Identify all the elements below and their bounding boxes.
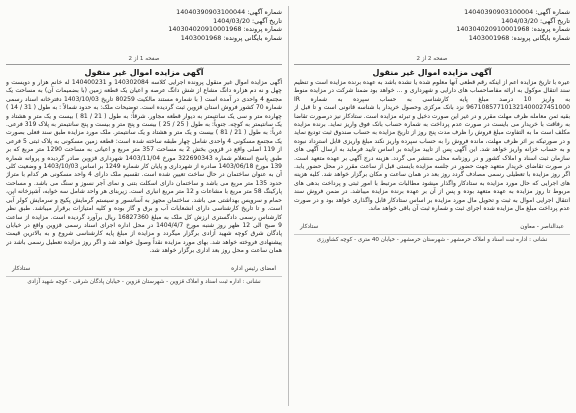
notice-id: شماره آگهی: 14040390903100044: [176, 8, 282, 16]
notice-page-1: [6, 8, 282, 406]
case-number: شماره پرونده: 140304020910001968: [168, 25, 282, 34]
notice-date: تاریخ آگهی: 1404/03/20: [501, 16, 570, 25]
notice-date: تاریخ آگهی: 1404/03/20: [213, 16, 282, 25]
page-number: صفحه 2 از 2: [416, 56, 448, 62]
notice-title: آگهی مزایده اموال غیر منقول: [372, 68, 492, 77]
office-address: نشانی : اداره ثبت اسناد و املاک قزوین - شهرستان قزوین - خیابان پادگان شرقی - کوچه شهید آزادی: [6, 276, 282, 285]
notice-title: آگهی مزایده اموال غیر منقول: [84, 68, 204, 77]
notice-body: [294, 79, 570, 214]
page-number: صفحه 1 از 2: [128, 56, 160, 62]
notice-id: شماره آگهی: 14040390903100004: [464, 8, 570, 16]
signature-row: [294, 224, 570, 230]
case-number: شماره پرونده: 140304020910001968: [456, 25, 570, 34]
notice-text: آگهی مزایده اموال غیر منقول پرونده اجرایی کلاسه 140302084 و 140400231 له خانم هزار و دویست و چهل و نه دم هزاره دانگ مشاع از شش دانگ عرصه و اعیان یک قطعه زمین (با بضمیمات آن) به مساحت یک مجتمع 4 واحدی در آمده است ( با شماره مستند مالکیت 80259 تاریخ 1403/10/03 دفترخانه اسناد رسمی شماره 70 کشور فروش استان قزوین ثبت گردیده است. توضیحات ملک: به حدود شمالاً : به طول ( 31 / 14 ) چهارده متر و سی یک سانتیمتر به دیوار قطعه مجاور. شرقاً: به طول ( 21 / 81 ) بیست و یک متر و هشتاد و یک سانتیمتر به کوچه. جنوباً: به طول ( 25 / 25 ) بیست و پنج متر و بیست و پنج سانتیمتر به پلاک 319 فرعی. غرباً: به طول ( 21 / 81 ) بیست و یک متر و هشتاد و یک سانتیمتر. ملک مورد مزایده طبق سند فعلی بصورت یک مجتمع مسکونی 4 واحدی شامل چهار طبقه ساخته شده است: قطعه زمین مسکونی به پلاک ثبتی 5 فرعی از 119 اصلی واقع در قزوین بخش 2 به مساحت 357 متر مربع و اعیانی به مساحت 1290 متر مربع که بر طبق پاسخ استعلام شماره 322690343 مورخ 1403/11/04 شهرداری قزوین صادر گردیده و پروانه شماره 139 مورخ 1403/06/18 صادره از شهرداری و پایان کار شماره 1249 بر اساس 1403/10/03 و وضعیت کلی آن به عنوان ساختمان در حال ساخت تعیین شده است. تقسیم ملک دارای 4 واحد مسکونی هر کدام با متراژ حدود 135 متر مربع می باشد و ساختمان دارای اسکلت بتنی و نمای آجر نسوز و سنگ می باشد. و مساحت پارکینگ 58 متر مربع با مشاعات و 12 متر مربع انباری است. زیربنای هر واحد شامل سه خوابه، آشپزخانه اپن، حمام و سرویس بهداشتی می باشد. ساختمان مجهز به آسانسور و سیستم گرمایش پکیج و سرمایش کولر آبی است. و تا تاریخ کارشناسی دارای انشعابات آب و برق و گاز بوده و کلیه امتیازات برقرار میباشد. طبق نظر کارشناس رسمی دادگستری ارزش کل ملک به مبلغ 16827360 ریال برآورد گردیده است. مزایده از ساعت 9 صبح الی 12 ظهر روز شنبه مورخ 1404/4/7 در محل اداره اجرای اسناد رسمی قزوین واقع در خیابان پادگان شرق کوچه شهید آزادی برگزار میگردد و مزایده از مبلغ پایه کارشناسی شروع و به بالاترین قیمت پیشنهادی فروخته خواهد شد. بهای مورد مزایده نقداً وصول خواهد شد و اگر روز مزایده تعطیل رسمی باشد در همان ساعت و محل روز بعد اداری برگزار خواهد شد.: [6, 79, 282, 255]
signature-right: عبدالناصر - معاون: [520, 223, 564, 230]
notice-text: عیره با تاریخ مزایده اعم از اینکه رقم قطعی آنها معلوم شده یا نشده باشد به عهده برنده مزایده است و تنظیم سند انتقال موکول به ارائه مفاصاحساب های دارایی و شهرداری و ... خواهد بود ضمنا شرکت در مزایده منوط به واریز 10 درصد مبلغ پایه کارشناسی به حساب سپرده به شماره IR 967108577101321400027451000 نزد بانک مرکزی وحصول خریدار با شناسه قانونی است و تا قبل از بقیه ثمن معامله ظرف مهلت مقرر و در غیر این صورت دخیل و تبرئه مزایده است. ستادکار نیز درصورت تقاضا به رفاقت با خریدار می بایست در صورت عدم پرداخت به شماره حساب بانک فوق واریز نماید. برنده مزایده مکلف است ما به التفاوت مبلغ فروش را ظرف مدت پنج روز از تاریخ مزایده به حساب صندوق ثبت تودیع نماید و در صورتیکه بر اثر ظرف مهلت، مانده فروش را به حساب سپرده واریز نکند مبلغ واریزی قابل استرداد نبوده و به حساب خزانه واریز خواهد شد. این آگهی پس از تایید مزایده بر اساس تایید فرماید به ارسال آگهی های سازمان ثبت اسناد و املاک کشور و در روزنامه محلی منتشر می گردد. هزینه درج آگهی بر عهده متعهد است. در صورت تقاضای خریدار متعهد جهت حضور در جلسه مزایده بایستی قبل از ساعت مقرر در محل حضور یابد. اگر روز مزایده با تعطیلی رسمی مصادف گردد روز بعد در همان ساعت و مکان برگزار خواهد شد. کلیه هزینه های اجرایی که حال مورد مزایده به ستادکار واگذار میشود مطالبات مرتبط با امور ثبتی و پرداخت بدهی های مربوط تا روز مزایده به عهده متعهد بوده و پس از آن بر عهده برنده مزایده میباشد. در ضمن فروش سند انتقال اجرایی اموال به ثبت و تحویل مال مورد مزایده بر اساس ستادکار قابل واگذاری خواهد بود و در صورت عدم پرداخت مبلغ مال مزایده شده اجرای ثبت و شماره ثبت آن باقی خواهد ماند.: [294, 79, 570, 213]
signature-left: ستادکار: [300, 223, 319, 230]
notice-page-2: [294, 8, 570, 406]
office-address: نشانی : اداره ثبت اسناد و املاک خرمشهر - شهرستان خرمشهر - خیابان 40 متری - کوچه کشاورزی: [294, 234, 570, 243]
notice-meta: [168, 8, 282, 42]
notice-header: [6, 8, 282, 65]
notice-header: [294, 8, 570, 65]
signature-row: [6, 266, 282, 272]
archive-number: شماره بایگانی پرونده: 1403001968: [180, 33, 282, 42]
archive-number: شماره بایگانی پرونده: 1403001968: [468, 33, 570, 42]
notice-meta: [456, 8, 570, 42]
signature-right: امضای رئیس اداره: [231, 265, 276, 272]
column-divider: [288, 6, 289, 406]
signature-left: ستادکار: [12, 265, 31, 272]
notice-body: [6, 79, 282, 256]
